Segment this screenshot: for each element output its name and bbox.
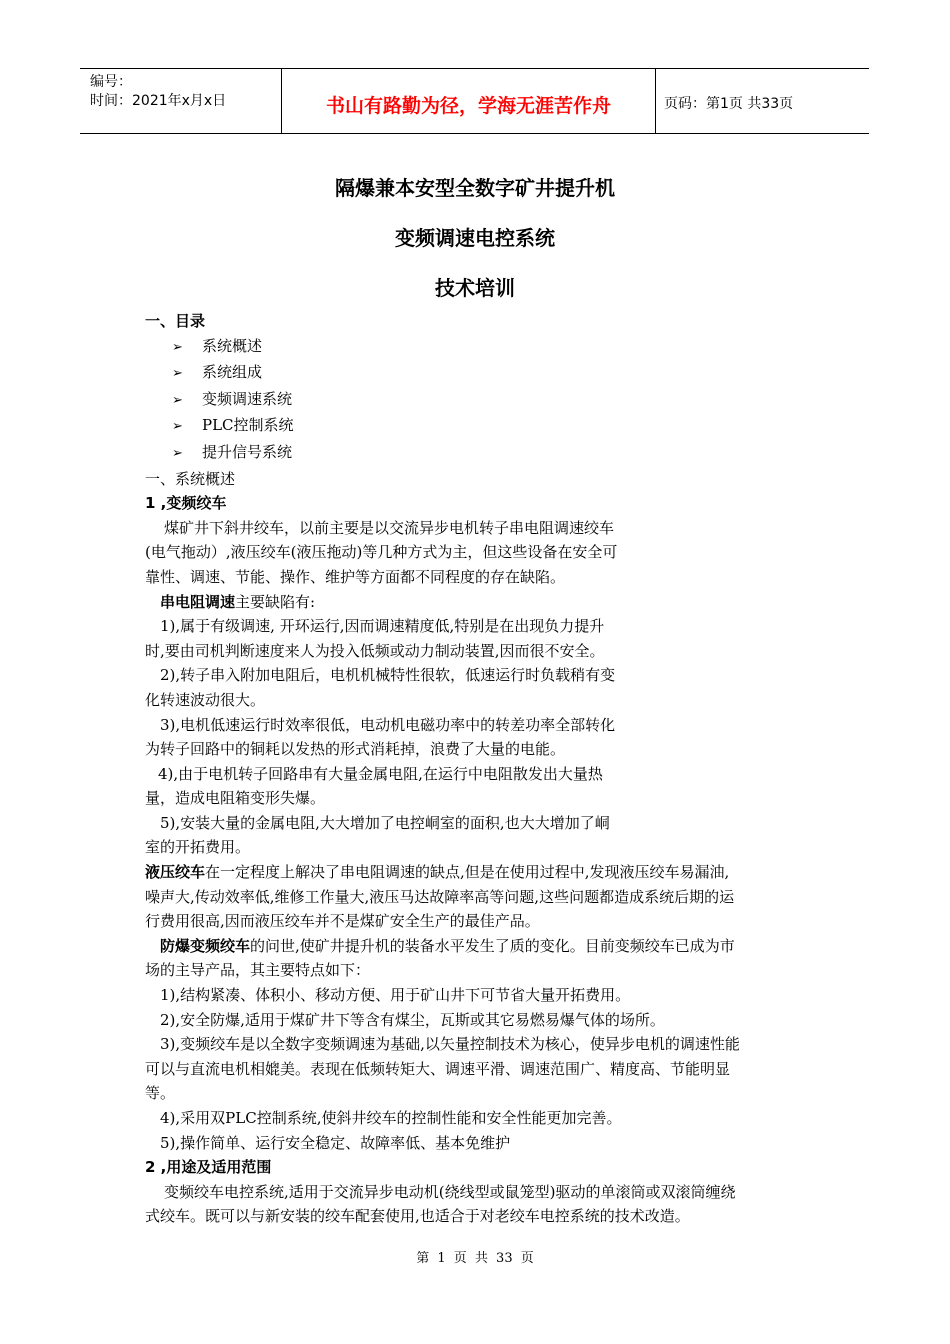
header-meta <box>80 69 282 133</box>
title-line-2: 变频调速电控系统 <box>395 226 555 250</box>
header-page-info: 页码：第1页 共33页 <box>664 96 794 112</box>
subsection-heading: 2 ,用途及适用范围 <box>145 1158 272 1177</box>
paragraph-line: 煤矿井下斜井绞车，以前主要是以交流异步电机转子串电阻调速绞车 <box>164 518 615 537</box>
paragraph-line: (电气拖动）,液压绞车(液压拖动)等几种方式为主，但这些设备在安全可 <box>145 543 618 562</box>
toc-item: ➢ 系统组成 <box>145 360 815 387</box>
list-item-line: 量，造成电阻箱变形失爆。 <box>145 789 326 808</box>
toc-item: ➢ PLC控制系统 <box>145 413 815 440</box>
arrow-bullet-icon: ➢ <box>172 366 183 382</box>
section-heading: 一、系统概述 <box>145 469 236 488</box>
paragraph-line: 行费用很高,因而液压绞车并不是煤矿安全生产的最佳产品。 <box>145 912 540 931</box>
list-item-line: 5),安装大量的金属电阻,大大增加了电控峒室的面积,也大大增加了峒 <box>160 813 610 832</box>
resistor-intro: 串电阻调速主要缺陷有: <box>160 592 316 611</box>
list-item-line: 等。 <box>145 1084 176 1103</box>
hydraulic-paragraph: 液压绞车在一定程度上解决了串电阻调速的缺点,但是在使用过程中,发现液压绞车易漏油, <box>145 863 730 882</box>
header-motto: 书山有路勤为径，学海无涯苦作舟 <box>282 69 656 133</box>
paragraph-line: 噪声大,传动效率低,维修工作量大,液压马达故障率高等问题,这些问题都造成系统后期的运 <box>145 887 735 906</box>
list-item-line: 时,要由司机判断速度来人为投入低频或动力制动装置,因而很不安全。 <box>145 641 605 660</box>
list-item-line: 2),转子串入附加电阻后，电机机械特性很软，低速运行时负载稍有变 <box>160 666 616 685</box>
title-line-1: 隔爆兼本安型全数字矿井提升机 <box>335 176 615 200</box>
list-item-line: 1),属于有级调速, 开环运行,因而调速精度低,特别是在出现负力提升 <box>160 617 605 636</box>
paragraph-line: 靠性、调速、节能、操作、维护等方面都不同程度的存在缺陷。 <box>145 567 566 586</box>
arrow-bullet-icon: ➢ <box>172 419 183 435</box>
list-item-line: 室的开拓费用。 <box>145 838 251 857</box>
page-footer: 第 1 页 共 33 页 <box>416 1251 534 1266</box>
list-item-line: 可以与直流电机相媲美。表现在低频转矩大、调速平滑、调速范围广、精度高、节能明显 <box>145 1059 731 1078</box>
list-item-line: 化转速波动很大。 <box>145 690 266 709</box>
list-item-line: 3),电机低速运行时效率很低，电动机电磁功率中的转差功率全部转化 <box>160 715 616 734</box>
toc-heading: 一、目录 <box>145 312 206 330</box>
paragraph-line: 变频绞车电控系统,适用于交流异步电动机(绕线型或鼠笼型)驱动的单滚筒或双滚筒缠绕 <box>164 1182 736 1201</box>
vfd-paragraph: 防爆变频绞车的问世,使矿井提升机的装备水平发生了质的变化。目前变频绞车已成为市 <box>160 936 735 955</box>
toc-item: ➢ 提升信号系统 <box>145 440 815 467</box>
subsection-heading: 1 ,变频绞车 <box>145 494 227 513</box>
doc-time-label: 时间：2021年x月x日 <box>90 93 227 109</box>
list-item-line: 3),变频绞车是以全数字变频调速为基础,以矢量控制技术为核心，使异步电机的调速性能 <box>160 1035 740 1054</box>
toc-item: ➢ 变频调速系统 <box>145 387 815 414</box>
title-line-3: 技术培训 <box>435 276 515 300</box>
arrow-bullet-icon: ➢ <box>172 445 183 461</box>
paragraph-line: 式绞车。既可以与新安装的绞车配套使用,也适合于对老绞车电控系统的技术改造。 <box>145 1207 690 1226</box>
arrow-bullet-icon: ➢ <box>172 392 183 408</box>
list-item-line: 为转子回路中的铜耗以发热的形式消耗掉，浪费了大量的电能。 <box>145 740 566 759</box>
list-item-line: 1),结构紧凑、体积小、移动方便、用于矿山井下可节省大量开拓费用。 <box>160 986 631 1005</box>
toc-item: ➢ 系统概述 <box>145 334 815 361</box>
list-item-line: 5),操作简单、运行安全稳定、故障率低、基本免维护 <box>160 1133 511 1152</box>
doc-number-label: 编号： <box>90 74 132 90</box>
page-header <box>80 68 869 134</box>
list-item-line: 4),采用双PLC控制系统,使斜井绞车的控制性能和安全性能更加完善。 <box>160 1109 622 1127</box>
arrow-bullet-icon: ➢ <box>172 339 183 355</box>
document-body <box>145 309 815 1229</box>
paragraph-line: 场的主导产品，其主要特点如下： <box>145 961 371 980</box>
list-item-line: 2),安全防爆,适用于煤矿井下等含有煤尘，瓦斯或其它易燃易爆气体的场所。 <box>160 1010 665 1029</box>
list-item-line: 4),由于电机转子回路串有大量金属电阻,在运行中电阻散发出大量热 <box>158 764 603 783</box>
